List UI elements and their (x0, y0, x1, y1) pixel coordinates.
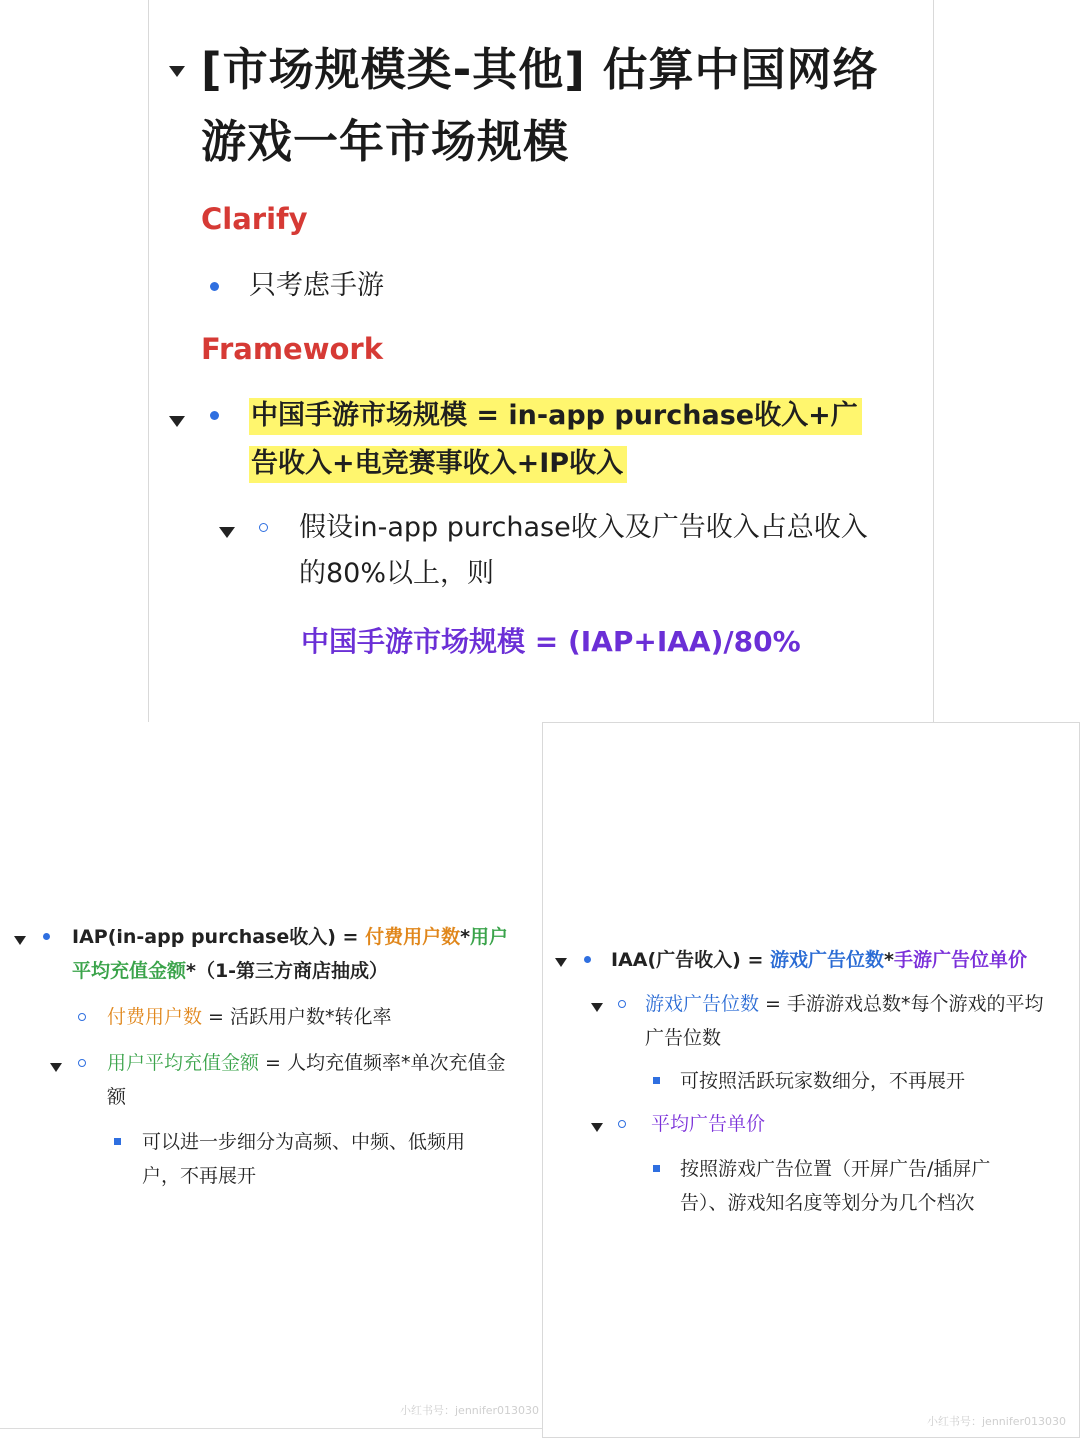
top-note-panel (148, 0, 934, 722)
ad-slots-label: 游戏广告位数 (645, 993, 760, 1015)
page-title: [市场规模类-其他] 估算中国网络游戏一年市场规模 (201, 43, 879, 168)
arpu-label: 用户平均充值金额 (107, 1052, 260, 1074)
watermark: 小红书号：jennifer013030 (927, 1415, 1066, 1428)
ad-price-term: 手游广告位单价 (893, 949, 1027, 971)
collapse-toggle-icon[interactable] (591, 1123, 603, 1132)
arpu-term: 用户平均充值金额 (72, 926, 509, 982)
framework-heading: Framework (201, 332, 384, 366)
iap-suffix: *（1-第三方商店抽成） (186, 960, 389, 982)
bullet-icon (210, 411, 219, 420)
iap-note-panel (0, 722, 542, 1430)
paid-users-def (107, 1000, 527, 1034)
ad-slots-def (645, 987, 1045, 1055)
paid-users-term: 付费用户数 (365, 926, 461, 948)
ad-slots-term: 游戏广告位数 (770, 949, 885, 971)
paid-users-label: 付费用户数 (107, 1006, 203, 1028)
collapse-toggle-icon[interactable] (169, 416, 185, 427)
sub-bullet-icon (618, 1000, 626, 1008)
assumption-text: 假设in-app purchase收入及广告收入占总收入的80%以上，则 (299, 512, 868, 589)
ad-slots-formula: = 手游游戏总数*每个游戏的平均广告位数 (645, 993, 1044, 1049)
sub-bullet-icon (78, 1059, 86, 1067)
collapse-toggle-icon[interactable] (591, 1003, 603, 1012)
highlighted-text: 中国手游市场规模 = in-app purchase收入+广告收入+电竞赛事收入+IP收入 (249, 398, 862, 483)
multiply-sign: * (884, 949, 894, 971)
arpu-note: 可以进一步细分为高频、中频、低频用户，不再展开 (142, 1131, 466, 1187)
collapse-toggle-icon[interactable] (219, 527, 235, 538)
iap-prefix: IAP(in-app purchase收入) = (72, 926, 366, 948)
multiply-sign: * (460, 926, 471, 948)
bullet-icon (43, 933, 50, 940)
sub-bullet-icon (618, 1120, 626, 1128)
square-bullet-icon (114, 1138, 121, 1145)
watermark: 小红书号：jennifer013030 (400, 1404, 539, 1417)
iaa-note-panel (542, 722, 1080, 1438)
square-bullet-icon (653, 1165, 660, 1172)
paid-users-formula: = 活跃用户数*转化率 (202, 1006, 392, 1028)
arpu-def (107, 1046, 517, 1114)
collapse-toggle-icon[interactable] (555, 958, 567, 967)
collapse-toggle-icon[interactable] (169, 66, 185, 77)
divider (0, 1428, 542, 1429)
sub-bullet-icon (78, 1013, 86, 1021)
iaa-prefix: IAA(广告收入) = (611, 949, 770, 971)
clarify-item: 只考虑手游 (249, 270, 384, 301)
ad-price-label: 平均广告单价 (651, 1113, 766, 1135)
ad-slots-note: 可按照活跃玩家数细分，不再展开 (680, 1070, 966, 1092)
formula-text: 中国手游市场规模 = (IAP+IAA)/80% (301, 625, 801, 658)
clarify-heading: Clarify (201, 202, 308, 236)
arpu-formula: = 人均充值频率*单次充值金额 (107, 1052, 506, 1108)
collapse-toggle-icon[interactable] (50, 1063, 62, 1072)
sub-bullet-icon (259, 523, 268, 532)
bullet-icon (210, 282, 219, 291)
framework-main-formula (249, 392, 879, 488)
collapse-toggle-icon[interactable] (14, 936, 26, 945)
iaa-formula (611, 943, 1071, 977)
square-bullet-icon (653, 1077, 660, 1084)
iap-formula (72, 920, 522, 988)
bullet-icon (584, 956, 591, 963)
ad-price-note: 按照游戏广告位置（开屏广告/插屏广告）、游戏知名度等划分为几个档次 (680, 1158, 991, 1214)
